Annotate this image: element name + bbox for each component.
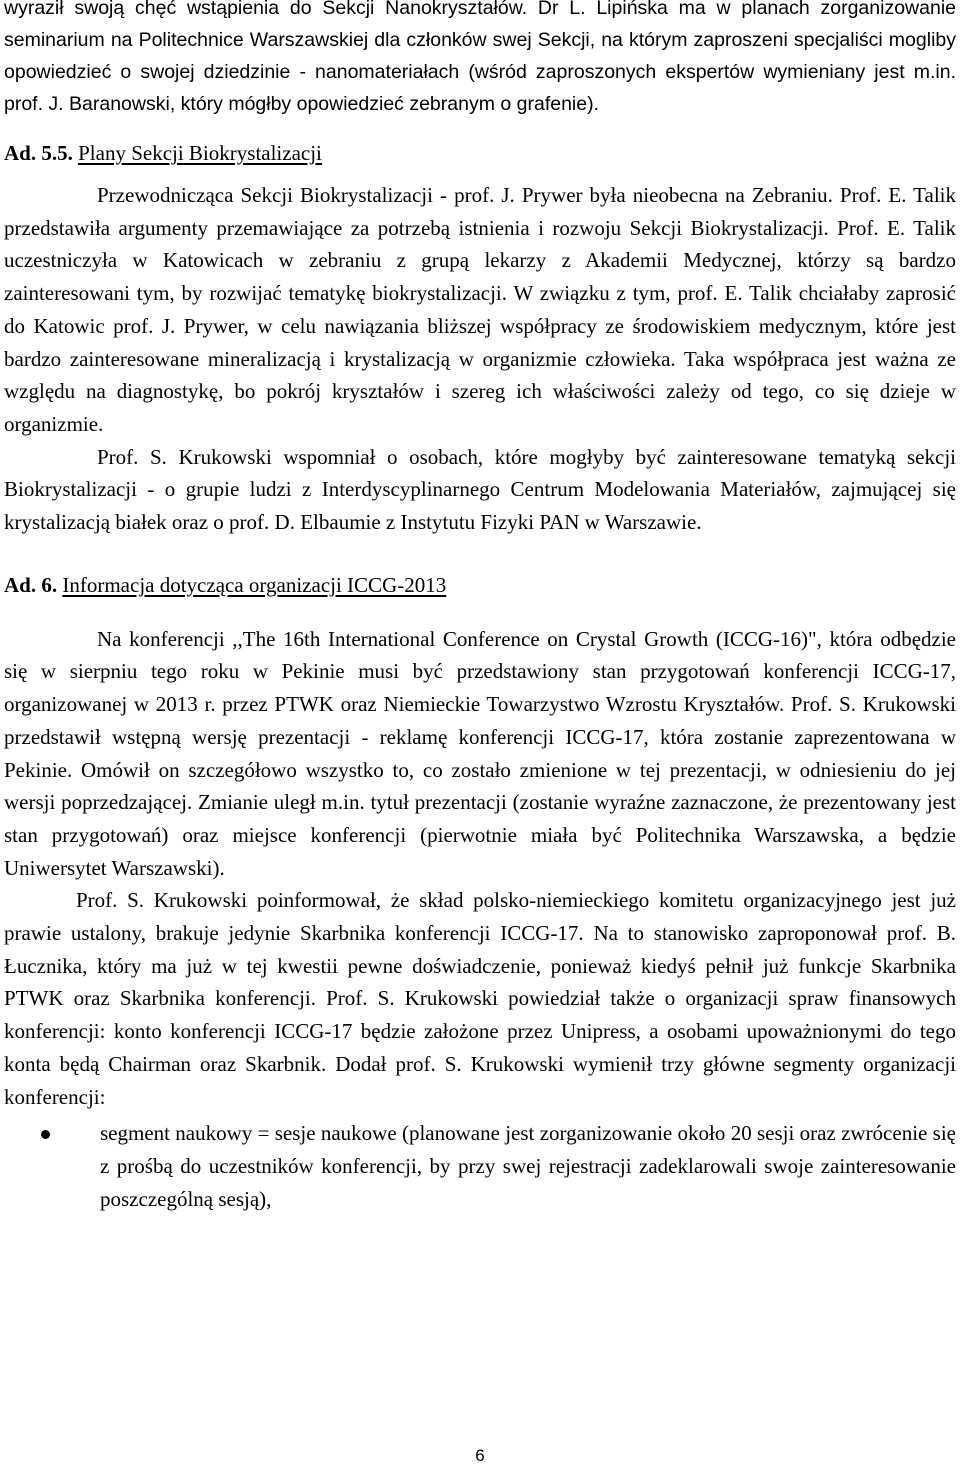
bullet-icon <box>41 1130 50 1139</box>
section-number: Ad. 5.5. <box>4 141 73 165</box>
bullet-list <box>4 1117 956 1215</box>
paragraph: Prof. S. Krukowski poinformował, że skład polsko-niemieckiego komitetu organizacyjnego jest już prawie ustalony, brakuje jedynie Skarbnika konferencji ICCG-17. Na to stanowisko zaproponował prof. B. Łucznika, który ma już w tej kwestii pewne doświadczenie, ponieważ kiedyś pełnił już funkcje Skarbnika PTWK oraz Skarbnika konferencji. Prof. S. Krukowski powiedział także o organizacji spraw finansowych konferencji: konto konferencji ICCG-17 będzie założone przez Unipress, a osobami upoważnionymi do tego konta będą Chairman oraz Skarbnik. Dodał prof. S. Krukowski wymienił trzy główne segmenty organizacji konferencji: <box>4 888 956 1109</box>
list-item <box>4 1117 956 1215</box>
continuation-paragraph: wyraził swoją chęć wstąpienia do Sekcji Nanokryształów. Dr L. Lipińska ma w planach zorganizowanie seminarium na Politechnice Warszawskiej dla członków swej Sekcji, na którym zaproszeni specjaliści mogliby opowiedzieć o swojej dziedzinie - nanomateriałach (wśród zaproszonych ekspertów wymieniany jest m.in. prof. J. Baranowski, który mógłby opowiedzieć zebranym o grafenie). <box>4 0 956 115</box>
paragraph: Prof. S. Krukowski wspomniał o osobach, które mogłyby być zainteresowane tematyką sekcji Biokrystalizacji - o grupie ludzi z Interdyscyplinarnego Centrum Modelowania Materiałów, zajmującej się krystalizacją białek oraz o prof. D. Elbaumie z Instytutu Fizyki PAN w Warszawie. <box>4 444 956 535</box>
list-item-text: segment naukowy = sesje naukowe (planowane jest zorganizowanie około 20 sesji oraz zwrócenie się z prośbą do uczestników konferencji, by przy swej rejestracji zadeklarowali swoje zainteresowanie poszczególną sesją), <box>100 1121 956 1211</box>
page-number: 6 <box>475 1446 485 1465</box>
section-title: Informacja dotycząca organizacji ICCG-2013 <box>62 572 447 597</box>
paragraph: Na konferencji ,,The 16th International Conference on Crystal Growth (ICCG-16)", która odbędzie się w sierpniu tego roku w Pekinie musi być przedstawiony stan przygotowań konferencji ICCG-17, organizowanej w 2013 r. przez PTWK oraz Niemieckie Towarzystwo Wzrostu Kryształów. Prof. S. Krukowski przedstawił wstępną wersję prezentacji - reklamę konferencji ICCG-17, która zostanie zaprezentowana w Pekinie. Omówił on szczegółowo wszystko to, co zostało zmienione w tej prezentacji, w odniesieniu do jej wersji poprzedzającej. Zmianie uległ m.in. tytuł prezentacji (zostanie wyraźne zaznaczone, że prezentowany jest stan przygotowań) oraz miejsce konferencji (pierwotnie miała być Politechnika Warszawska, a będzie Uniwersytet Warszawski). <box>4 626 956 880</box>
section-number: Ad. 6. <box>4 572 58 597</box>
section-heading-5-5 <box>4 137 956 169</box>
section-title: Plany Sekcji Biokrystalizacji <box>78 141 322 165</box>
document-page <box>4 0 956 1215</box>
paragraph: Przewodnicząca Sekcji Biokrystalizacji - prof. J. Prywer była nieobecna na Zebraniu. Prof. E. Talik przedstawiła argumenty przemawiające za potrzebą istnienia i rozwoju Sekcji Biokrystalizacji. Prof. E. Talik uczestniczyła w Katowicach w zebraniu z grupą lekarzy z Akademii Medycznej, którzy są bardzo zainteresowani tym, by rozwijać tematykę biokrystalizacji. W związku z tym, prof. E. Talik chciałaby zaprosić do Katowic prof. J. Prywer, w celu nawiązania bliższej współpracy ze środowiskiem medycznym, które jest bardzo zainteresowane mineralizacją i krystalizacją w organizmie człowieka. Taka współpraca jest ważna ze względu na diagnostykę, bo pokrój kryształów i szereg ich właściwości zależy od tego, co się dzieje w organizmie. <box>4 183 956 436</box>
section-heading-6 <box>4 569 956 601</box>
